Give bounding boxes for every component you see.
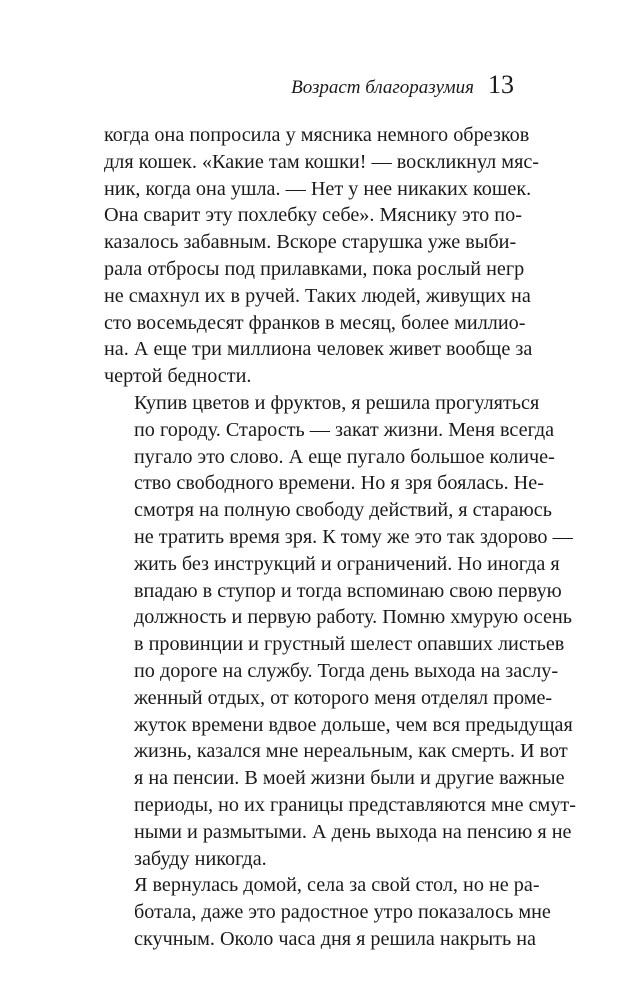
body-text <box>104 122 576 953</box>
text-line: для кошек. «Какие там кошки! — воскликнул мяс- <box>104 150 540 173</box>
text-line: я на пенсии. В моей жизни были и другие важные <box>134 767 565 790</box>
text-line: сто восемьдесят франков в месяц, более миллио- <box>104 311 526 334</box>
text-line: чертой бедности. <box>104 365 252 388</box>
text-line: ботала, даже это радостное утро показалось мне <box>134 901 551 924</box>
text-line: ство свободного времени. Но я зря боялась. Не- <box>134 472 544 495</box>
running-title: Возраст благоразумия <box>291 77 474 98</box>
text-line: смотря на полную свободу действий, я стараюсь <box>134 499 552 522</box>
text-line: ник, когда она ушла. — Нет у нее никаких кошек. <box>104 177 532 200</box>
text-line: скучным. Около часа дня я решила накрыть на <box>134 927 536 950</box>
text-line: по дороге на службу. Тогда день выхода на заслу- <box>134 659 559 682</box>
text-line: в провинции и грустный шелест опавших листьев <box>134 633 565 656</box>
paragraph-1 <box>104 122 540 390</box>
text-line: на. А еще три миллиона человек живет вообще за <box>104 338 533 361</box>
paragraph-2 <box>104 390 576 872</box>
text-line: не тратить время зря. К тому же это так здорово — <box>134 525 573 548</box>
text-line: женный отдых, от которого меня отделял проме- <box>134 686 553 709</box>
text-line: не смахнул их в ручей. Таких людей, живущих на <box>104 284 531 307</box>
text-line: Я вернулась домой, села за свой стол, но не ра- <box>134 874 540 897</box>
text-line: по городу. Старость — закат жизни. Меня всегда <box>134 418 555 441</box>
text-line: казалось забавным. Вскоре старушка уже выби- <box>104 231 517 254</box>
text-line: впадаю в ступор и тогда вспоминаю свою первую <box>134 579 562 602</box>
text-line: забуду никогда. <box>134 847 267 870</box>
text-line: периоды, но их границы представляются мне смут- <box>134 793 576 816</box>
text-line: когда она попросила у мясника немного обрезков <box>104 124 530 146</box>
text-line: жуток времени вдвое дольше, чем вся предыдущая <box>134 713 573 736</box>
paragraph-3 <box>104 872 551 952</box>
running-head <box>291 70 514 102</box>
text-line: должность и первую работу. Помню хмурую осень <box>134 606 572 629</box>
text-line: жить без инструкций и ограничений. Но иногда я <box>134 552 560 575</box>
text-line: пугало это слово. А еще пугало большое количе- <box>134 445 555 468</box>
text-line: Купив цветов и фруктов, я решила прогуляться <box>134 391 540 414</box>
page-number: 13 <box>488 70 514 99</box>
text-line: ными и размытыми. А день выхода на пенсию я не <box>134 820 572 843</box>
text-line: жизнь, казался мне нереальным, как смерть. И вот <box>134 740 568 763</box>
text-line: рала отбросы под прилавками, пока рослый негр <box>104 257 525 280</box>
text-line: Она сварит эту похлебку себе». Мяснику это по- <box>104 204 522 227</box>
